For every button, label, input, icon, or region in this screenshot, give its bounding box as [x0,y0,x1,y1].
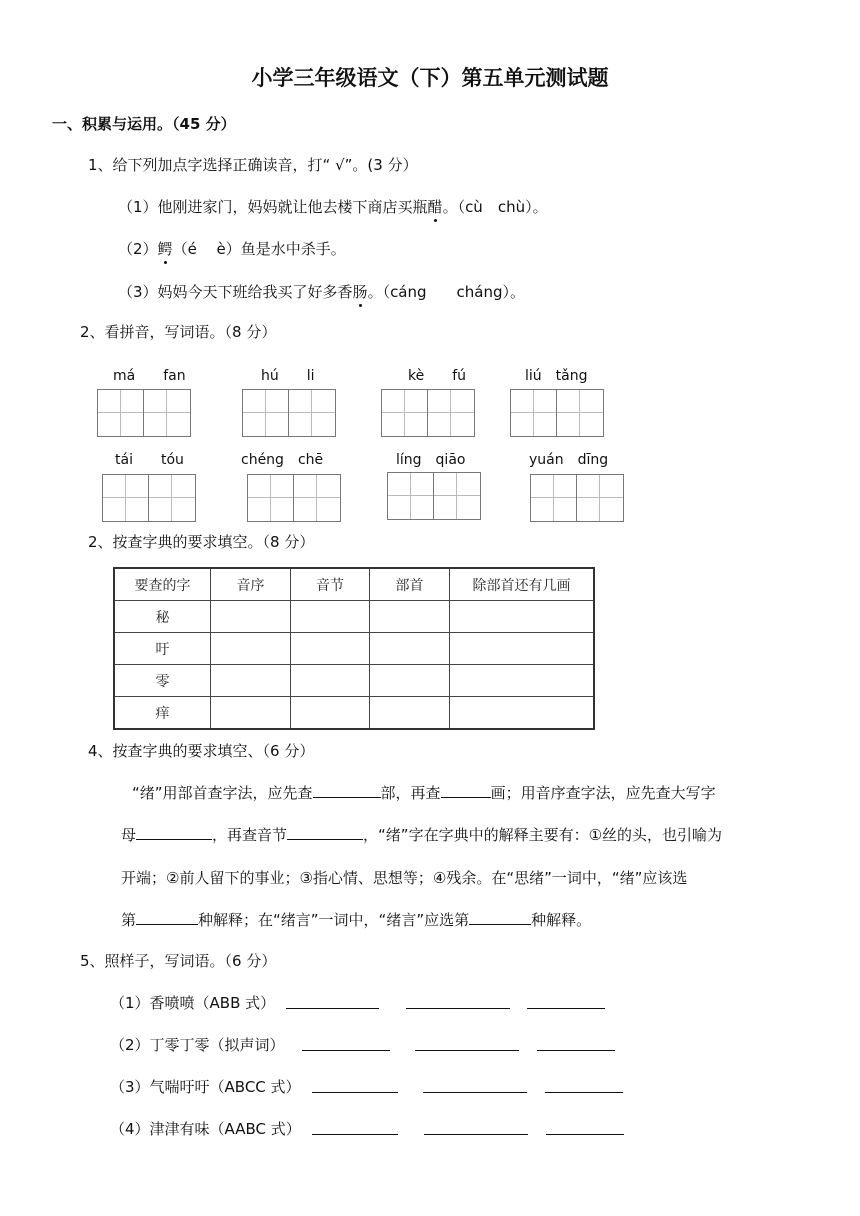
q4-text: 种解释；在“绪言”一词中，“绪言”应选第 [198,911,470,929]
section-heading: 一、积累与运用。（45 分） [52,115,236,133]
answer-line[interactable] [312,1134,398,1135]
answer-cell[interactable] [291,601,370,633]
dotted-char: 鳄 [157,240,173,258]
pinyin-label: líng qiāo [396,452,466,468]
answer-cell[interactable] [450,697,595,730]
answer-line[interactable] [423,1092,527,1093]
question-2-prompt: 2、看拼音，写词语。（8 分） [80,323,277,341]
q4-text: 画；用音序查字法，应先查大写字 [490,784,716,802]
answer-cell[interactable] [370,601,450,633]
pinyin-label: kè fú [408,368,467,384]
pinyin-label: yuán dīng [529,452,609,468]
answer-cell[interactable] [211,633,291,665]
column-header: 除部首还有几画 [450,568,595,601]
answer-cell[interactable] [211,697,291,730]
table-row [114,601,594,633]
q4-text: ，“绪”字在字典中的解释主要有：①丝的头，也引喻为 [363,826,723,844]
fill-blank[interactable] [287,825,363,840]
fill-blank[interactable] [136,910,198,925]
answer-cell[interactable] [211,601,291,633]
fill-blank[interactable] [136,825,212,840]
char-cell: 痒 [114,697,211,730]
question-1-prompt: 1、给下列加点字选择正确读音，打“ √”。(3 分） [88,156,418,174]
fill-blank[interactable] [313,783,381,798]
q1-item-2-options: （é è）鱼是水中杀手。 [172,240,346,258]
q1-item-3-text: （3）妈妈今天下班给我买了好多香 [118,283,353,301]
writing-grid[interactable] [97,389,191,437]
answer-line[interactable] [406,1008,510,1009]
q4-line-2 [121,824,722,845]
q5-item-4: （4）津津有味（AABC 式） [110,1120,301,1138]
answer-line[interactable] [312,1092,398,1093]
answer-line[interactable] [424,1134,528,1135]
pinyin-label: má fan [113,368,186,384]
q4-text: ，再查音节 [212,826,288,844]
q1-item-1-text: （1）他刚进家门，妈妈就让他去楼下商店买瓶 [118,198,428,216]
page-title: 小学三年级语文（下）第五单元测试题 [251,66,609,90]
answer-cell[interactable] [370,665,450,697]
answer-cell[interactable] [450,601,595,633]
table-row [114,697,594,730]
answer-line[interactable] [527,1008,605,1009]
writing-grid[interactable] [530,474,624,522]
writing-grid[interactable] [510,389,604,437]
pinyin-label: hú li [261,368,315,384]
pinyin-label: chéng chē [241,452,324,468]
q4-text: 部，再查 [380,784,441,802]
q5-item-1: （1）香喷喷（ABB 式） [110,994,276,1012]
question-3-prompt: 2、按查字典的要求填空。（8 分） [88,533,315,551]
q1-item-1-options: 。（cù chù）。 [442,198,548,216]
fill-blank[interactable] [469,910,531,925]
answer-cell[interactable] [291,697,370,730]
q1-item-3 [118,281,525,302]
fill-blank[interactable] [441,783,491,798]
answer-line[interactable] [546,1134,624,1135]
char-cell: 吁 [114,633,211,665]
q4-line-1 [132,782,716,803]
answer-cell[interactable] [450,665,595,697]
column-header: 要查的字 [114,568,211,601]
table-row [114,633,594,665]
column-header: 音序 [211,568,291,601]
answer-line[interactable] [545,1092,623,1093]
q1-item-2-text: （2） [118,240,158,258]
q5-item-3: （3）气喘吁吁（ABCC 式） [110,1078,301,1096]
q1-item-1 [118,196,548,217]
writing-grid[interactable] [387,472,481,520]
answer-cell[interactable] [450,633,595,665]
dictionary-table [113,567,595,730]
answer-line[interactable] [537,1050,615,1051]
answer-cell[interactable] [291,665,370,697]
column-header: 部首 [370,568,450,601]
writing-grid[interactable] [242,389,336,437]
q4-line-4 [121,909,591,930]
q1-item-2 [118,238,346,259]
table-row [114,665,594,697]
char-cell: 秘 [114,601,211,633]
column-header: 音节 [291,568,370,601]
q4-text: 种解释。 [531,911,592,929]
answer-line[interactable] [415,1050,519,1051]
pinyin-label: liú tǎng [525,368,588,384]
writing-grid[interactable] [381,389,475,437]
q4-text: “绪”用部首查字法，应先查 [132,784,313,802]
dotted-char: 醋 [427,198,443,216]
q4-text: 母 [121,826,137,844]
dotted-char: 肠 [352,283,368,301]
q4-text: 第 [121,911,137,929]
answer-cell[interactable] [211,665,291,697]
writing-grid[interactable] [102,474,196,522]
answer-cell[interactable] [370,633,450,665]
writing-grid[interactable] [247,474,341,522]
answer-line[interactable] [302,1050,390,1051]
question-5-prompt: 5、照样子，写词语。（6 分） [80,952,277,970]
pinyin-label: tái tóu [115,452,184,468]
answer-line[interactable] [286,1008,379,1009]
q1-item-3-options: 。（cáng cháng）。 [367,283,526,301]
question-4-prompt: 4、按查字典的要求填空、（6 分） [88,742,315,760]
table-header-row [114,568,594,601]
answer-cell[interactable] [370,697,450,730]
q4-line-3: 开端；②前人留下的事业；③指心情、思想等；④残余。在“思绪”一词中，“绪”应该选 [121,869,688,887]
q5-item-2: （2）丁零丁零（拟声词） [110,1036,285,1054]
char-cell: 零 [114,665,211,697]
answer-cell[interactable] [291,633,370,665]
